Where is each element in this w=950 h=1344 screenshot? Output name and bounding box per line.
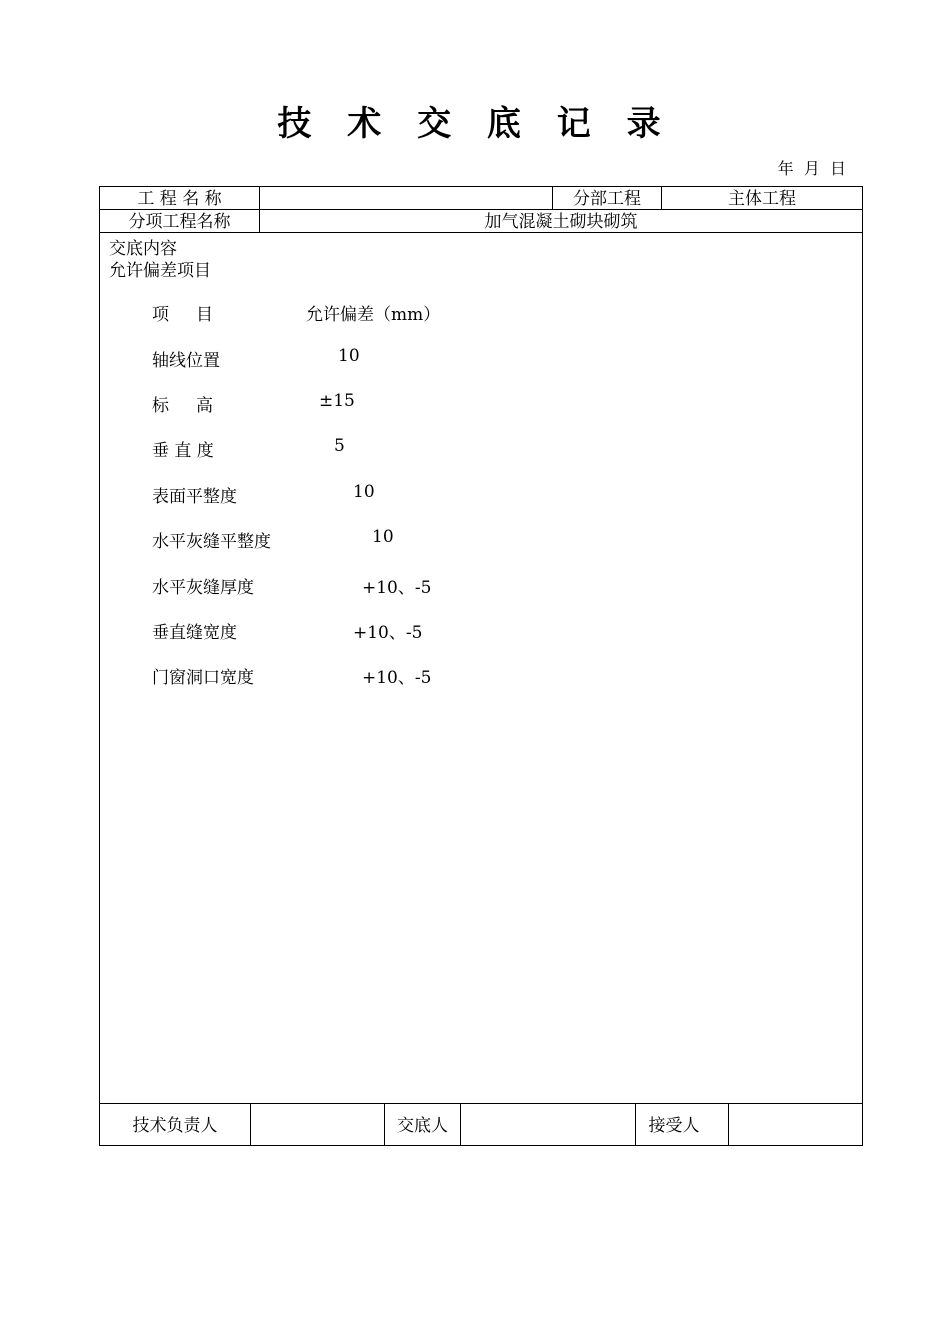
column-divider: [460, 1103, 461, 1145]
tolerance-value: 10: [338, 346, 360, 366]
tolerance-value: 10: [372, 527, 394, 547]
page-title: 技 术 交 底 记 录: [277, 104, 673, 144]
tolerance-item: 垂 直 度: [152, 441, 214, 461]
subitem-value: 加气混凝土砌块砌筑: [484, 212, 638, 232]
disclosure-table: [99, 186, 863, 1146]
column-divider: [250, 1103, 251, 1145]
date-label: 年 月 日: [777, 159, 846, 178]
tolerance-item: 标 高: [152, 396, 214, 416]
content-heading: 交底内容: [109, 239, 177, 259]
tolerance-value: ±15: [319, 391, 355, 411]
division-value: 主体工程: [728, 189, 796, 209]
tolerance-value: +10、-5: [353, 623, 423, 643]
tolerance-value: +10、-5: [362, 668, 432, 688]
tech-lead-label: 技术负责人: [132, 1116, 218, 1136]
tolerance-item: 垂直缝宽度: [152, 623, 237, 643]
subitem-label: 分项工程名称: [128, 212, 231, 232]
tolerance-item: 门窗洞口宽度: [152, 668, 254, 688]
discloser-label: 交底人: [397, 1116, 448, 1136]
column-header-tolerance: 允许偏差（mm）: [306, 305, 441, 325]
project-name-label: 工 程 名 称: [137, 189, 222, 209]
tolerance-item: 水平灰缝厚度: [152, 578, 254, 598]
column-divider: [728, 1103, 729, 1145]
tolerance-item: 轴线位置: [152, 351, 220, 371]
tolerance-item: 水平灰缝平整度: [152, 532, 271, 552]
row-divider: [100, 1103, 862, 1104]
tolerance-value: 5: [334, 436, 345, 456]
column-header-item: 项 目: [152, 305, 214, 325]
content-subheading: 允许偏差项目: [109, 261, 211, 281]
tolerance-value: 10: [353, 482, 375, 502]
receiver-label: 接受人: [648, 1116, 700, 1136]
division-label: 分部工程: [573, 189, 641, 209]
tolerance-value: +10、-5: [362, 578, 432, 598]
tolerance-item: 表面平整度: [152, 487, 237, 507]
